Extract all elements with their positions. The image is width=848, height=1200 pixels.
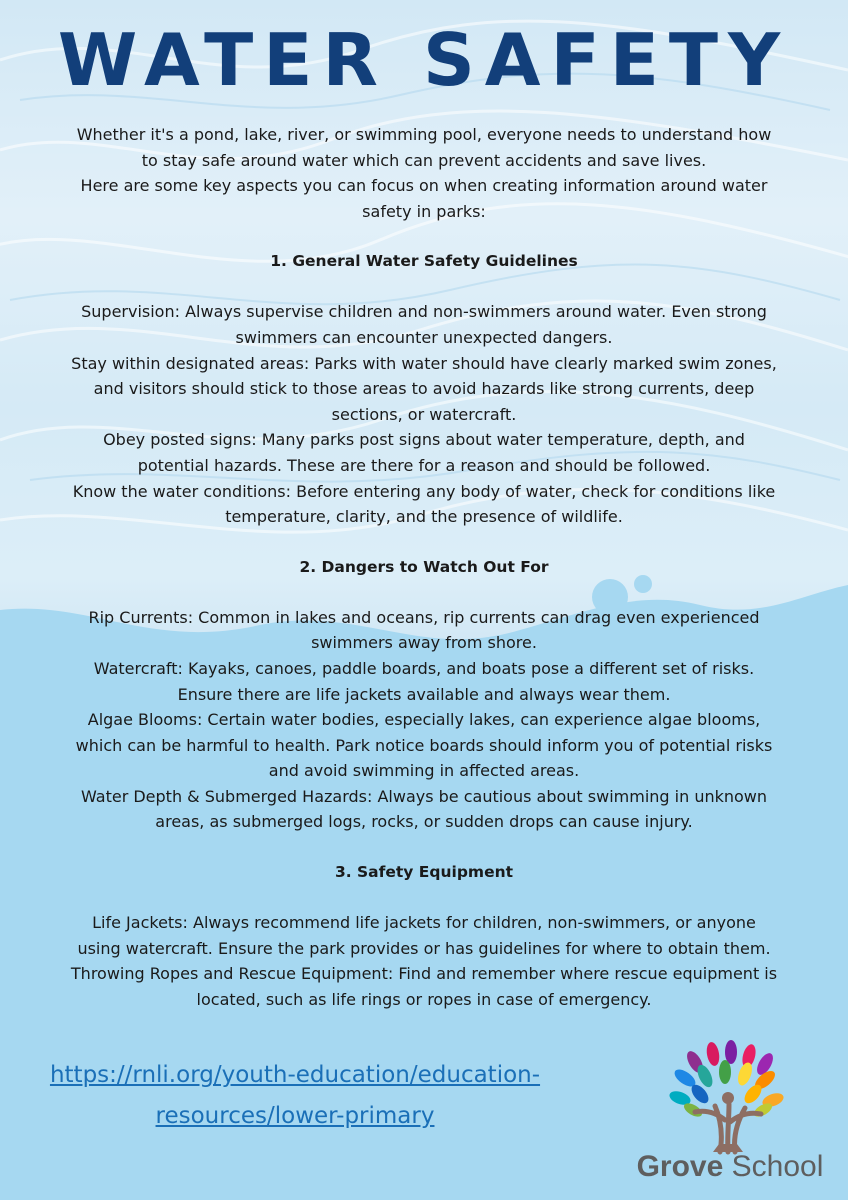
guideline-paragraph: Stay within designated areas: Parks with water should have clearly marked swim zones, and visitors should stick to those areas to avoid hazards like strong currents, deep sections, or watercraft. xyxy=(71,353,777,424)
logo-word-school: School xyxy=(731,1150,824,1183)
logo-word-grove: Grove xyxy=(636,1150,724,1183)
guideline-paragraph: Supervision: Always supervise children and non-swimmers around water. Even strong swimmers can encounter unexpected dangers. xyxy=(81,302,767,347)
section-heading: 2. Dangers to Watch Out For xyxy=(299,557,549,576)
equipment-paragraph: Throwing Ropes and Rescue Equipment: Find and remember where rescue equipment is located, such as life rings or ropes in case of emergency. xyxy=(70,964,778,1009)
section-heading: 1. General Water Safety Guidelines xyxy=(270,252,578,271)
intro-paragraph: Here are some key aspects you can focus on when creating information around water safety in parks: xyxy=(80,176,768,221)
danger-paragraph: Water Depth & Submerged Hazards: Always be cautious about swimming in unknown areas, as submerged logs, rocks, or sudden drops can cause injury. xyxy=(80,786,768,832)
intro-paragraph: Whether it's a pond, lake, river, or swimming pool, everyone needs to understand how to stay safe around water which can prevent accidents and save lives. xyxy=(76,125,772,170)
section-heading: 3. Safety Equipment xyxy=(334,863,514,882)
danger-paragraph: Watercraft: Kayaks, canoes, paddle boards, and boats pose a different set of risks. Ensure there are life jackets available and always wear them. xyxy=(93,658,755,704)
equipment-paragraph: Life Jackets: Always recommend life jackets for children, non-swimmers, or anyone using watercraft. Ensure the park provides or has guidelines for where to obtain them. xyxy=(77,913,771,958)
logo-wordmark xyxy=(627,1150,833,1184)
guideline-paragraph: Know the water conditions: Before entering any body of water, check for conditions like temperature, clarity, and the presence of wildlife. xyxy=(72,481,776,527)
rnli-resource-link[interactable]: https://rnli.org/youth-education/education-resources/lower-primary xyxy=(49,1062,541,1129)
guideline-paragraph: Obey posted signs: Many parks post signs about water temperature, depth, and potential hazards. These are there for a reason and should be followed. xyxy=(103,430,745,475)
danger-paragraph: Rip Currents: Common in lakes and oceans, rip currents can drag even experienced swimmers away from shore. xyxy=(88,607,760,653)
article-body xyxy=(70,122,778,1012)
page-title: WATER SAFETY xyxy=(57,18,791,102)
danger-paragraph: Algae Blooms: Certain water bodies, especially lakes, can experience algae blooms, which can be harmful to health. Park notice boards should inform you of potential risks and avoid swimming in affected areas. xyxy=(75,710,773,781)
